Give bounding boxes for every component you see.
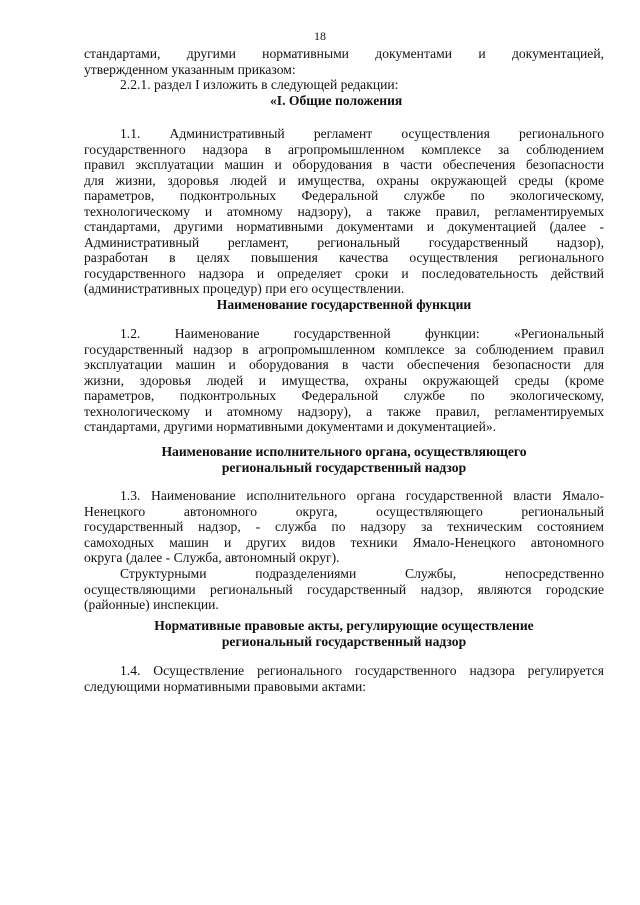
paragraph-line: (районные) инспекции. (84, 597, 219, 612)
paragraph-1-3 (84, 488, 604, 566)
intro-block (84, 46, 604, 93)
paragraph-line: 1.2. Наименование государственной функции: «Региональный (120, 326, 604, 341)
page-number: 18 (314, 29, 326, 43)
paragraph-1-1 (84, 126, 604, 297)
paragraph-line: разработан в целях повышения качества осуществления регионального (84, 250, 604, 265)
paragraph-line: для жизни, здоровья людей и имущества, охраны окружающей среды (кроме (84, 172, 604, 188)
intro-line: стандартами, другими нормативными документами и документацией, (84, 46, 604, 61)
paragraph-line: государственный надзор в агропромышленном комплексе за соблюдением правил (84, 341, 604, 357)
paragraph-line: жизни, здоровья людей и имущества, охраны окружающей среды (кроме (84, 372, 604, 388)
paragraph-line: 1.3. Наименование исполнительного органа государственной власти Ямало- (120, 488, 604, 503)
paragraph-line: технологическому и атомному надзору), а также правил, регламентируемых (84, 403, 604, 419)
paragraph-line: технологическому и атомному надзору), а также правил, регламентируемых (84, 203, 604, 219)
paragraph-line: самоходных машин и других видов техники Ямало-Ненецкого автономного (84, 534, 604, 550)
paragraph-line: Административный регламент, региональный государственный надзор), (84, 234, 604, 250)
paragraph-line: следующими нормативными правовыми актами: (84, 678, 367, 694)
paragraph-line: округа (далее - Служба, автономный округ). (84, 550, 340, 565)
heading-line: Наименование исполнительного органа, осуществляющего (161, 444, 527, 459)
paragraph-line: стандартами, другими нормативными документами и документацией». (84, 419, 497, 434)
paragraph-line: параметров, подконтрольных Федеральной службе по экологическому, (84, 388, 604, 403)
paragraph-1-4 (84, 663, 604, 694)
paragraph-line: государственного надзора в агропромышленном комплексе за соблюдением (84, 141, 604, 157)
paragraph-line: государственный надзор, - служба по надзору за техническим состоянием (84, 519, 604, 534)
heading-executive-body (84, 444, 604, 475)
heading-state-function: Наименование государственной функции (216, 297, 472, 312)
paragraph-line: (административных процедур) при его осуществлении. (84, 281, 405, 296)
heading-legal-acts (84, 618, 604, 649)
section-title: «I. Общие положения (270, 93, 403, 108)
heading-line: региональный государственный надзор (221, 633, 467, 649)
intro-line: утвержденном указанным приказом: (84, 61, 296, 77)
paragraph-line: государственного надзора и определяет сроки и последовательность действий (84, 265, 604, 281)
paragraph-line: осуществляющими региональный государственный надзор, являются городские (84, 581, 604, 597)
paragraph-line: Ненецкого автономного округа, осуществляющего региональный (84, 503, 604, 519)
paragraph-line: параметров, подконтрольных Федеральной службе по экологическому, (84, 188, 604, 203)
heading-line: Нормативные правовые акты, регулирующие осуществление (154, 618, 534, 633)
paragraph-line: стандартами, другими нормативными документами и документацией (далее - (84, 219, 604, 234)
paragraph-1-3-structural-units (84, 566, 604, 613)
paragraph-1-2 (84, 326, 604, 435)
paragraph-line: Структурными подразделениями Службы, непосредственно (120, 566, 604, 581)
heading-line: региональный государственный надзор (221, 459, 467, 475)
paragraph-line: эксплуатации машин и оборудования в части обеспечения безопасности для (84, 357, 604, 372)
paragraph-line: 1.1. Административный регламент осуществления регионального (120, 126, 604, 141)
paragraph-line: правил эксплуатации машин и оборудования в части обеспечения безопасности (84, 157, 604, 172)
intro-line: 2.2.1. раздел I изложить в следующей редакции: (120, 77, 399, 92)
paragraph-line: 1.4. Осуществление регионального государственного надзора регулируется (120, 663, 604, 678)
